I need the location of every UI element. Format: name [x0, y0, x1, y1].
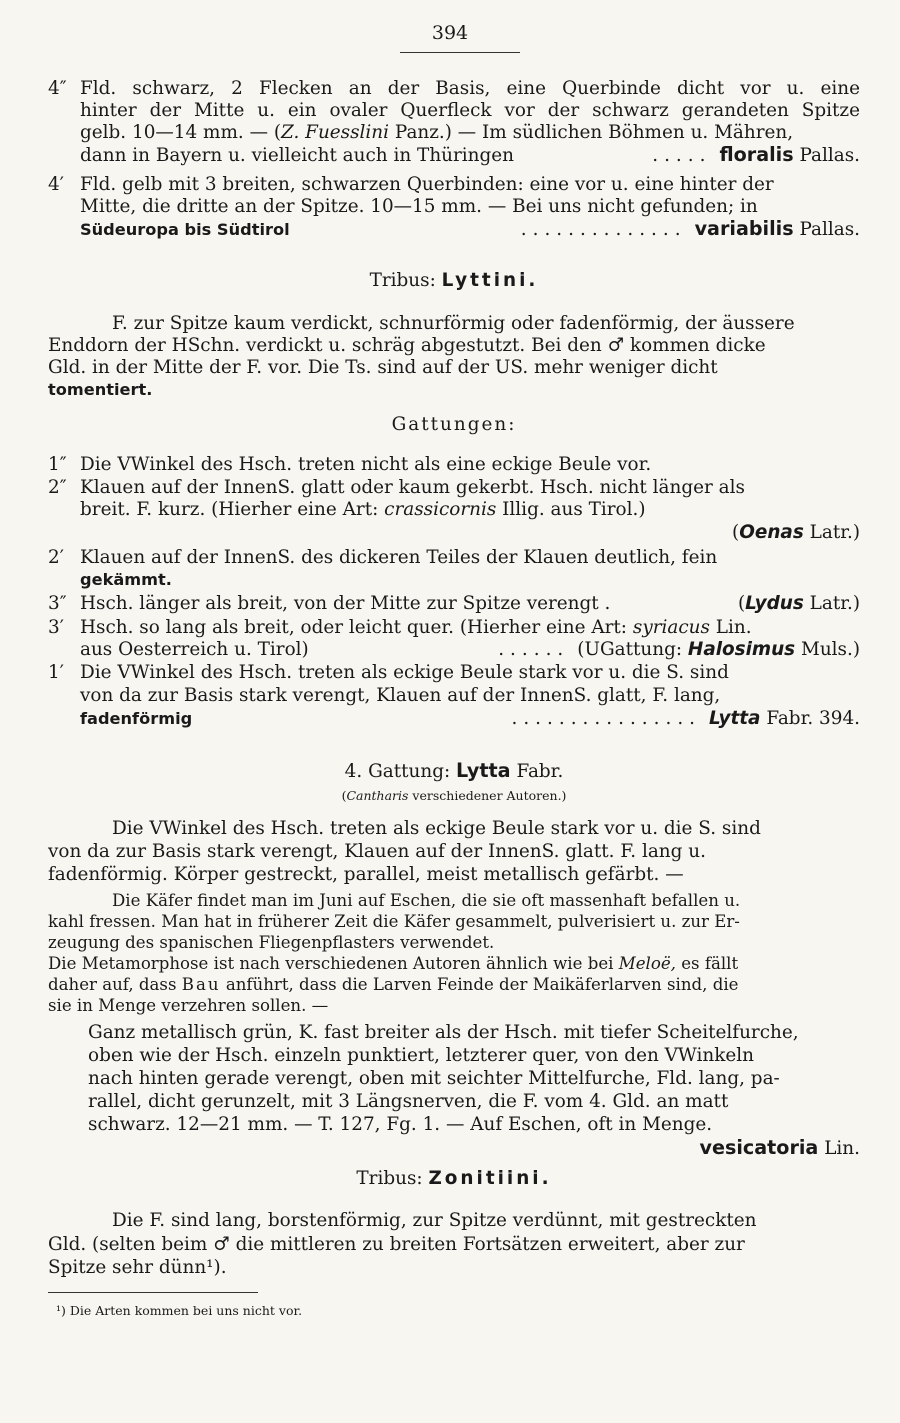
- species-name: variabilis: [694, 217, 794, 240]
- tribus-heading: Tribus: Lyttini.: [369, 270, 539, 291]
- key-line: fadenförmig ................ Lytta Fabr. 394.: [80, 708, 860, 729]
- tribus-heading: Tribus: Zonitiini.: [356, 1168, 552, 1189]
- note-line: sie in Menge verzehren sollen. —: [48, 996, 329, 1015]
- page-number: 394: [431, 22, 469, 44]
- genus-heading: 4. Gattung: Lytta Fabr.: [344, 759, 564, 782]
- paragraph-line: fadenförmig. Körper gestreckt, parallel, meist metallisch gefärbt. —: [48, 864, 684, 885]
- key-line: 3′ Hsch. so lang als breit, oder leicht quer. (Hierher eine Art: syriacus Lin.: [48, 617, 752, 638]
- genus-name: Oenas: [739, 522, 804, 543]
- species-description-line: Ganz metallisch grün, K. fast breiter als der Hsch. mit tiefer Scheitelfurche,: [88, 1022, 799, 1043]
- paragraph-line: Spitze sehr dünn¹).: [48, 1257, 227, 1278]
- paragraph-line: tomentiert.: [48, 380, 153, 399]
- note-line: Die Käfer findet man im Juni auf Eschen, die sie oft massenhaft befallen u.: [112, 891, 741, 910]
- footnote: ¹) Die Arten kommen bei uns nicht vor.: [56, 1303, 303, 1318]
- key-line: ( Oenas Latr.): [732, 522, 860, 543]
- key-line: 2′ Klauen auf der InnenS. des dickeren Teiles der Klauen deutlich, fein: [48, 547, 718, 568]
- genus-name: Lytta: [709, 708, 761, 729]
- species-description-line: oben wie der Hsch. einzeln punktiert, letzterer quer, von den VWinkeln: [88, 1045, 754, 1066]
- species-name: floralis: [719, 143, 794, 166]
- paragraph-line: Gld. in der Mitte der F. vor. Die Ts. sind auf der US. mehr weniger dicht: [48, 357, 718, 378]
- paragraph-line: Die VWinkel des Hsch. treten als eckige Beule stark vor u. die S. sind: [112, 818, 761, 839]
- male-symbol: ♂: [213, 1234, 230, 1255]
- footnote-rule: [48, 1292, 258, 1293]
- note-line: Die Metamorphose ist nach verschiedenen Autoren ähnlich wie bei Meloë, es fällt: [48, 954, 739, 973]
- key-line: Südeuropa bis Südtirol .............. variabilis Pallas.: [80, 217, 860, 240]
- genus-name: Halosimus: [687, 639, 796, 660]
- key-line: gekämmt.: [80, 570, 172, 589]
- key-line: dann in Bayern u. vielleicht auch in Thüringen ..... floralis Pallas.: [80, 143, 860, 166]
- key-line: gelb. 10—14 mm. — ( Z. Fuesslini Panz.) — Im südlichen Böhmen u. Mähren,: [80, 122, 794, 143]
- species-description-line: nach hinten gerade verengt, oben mit seichter Mittelfurche, Fld. lang, pa-: [88, 1068, 780, 1089]
- species-name: vesicatoria: [699, 1136, 819, 1159]
- genus-name: Lydus: [745, 593, 804, 614]
- key-line: Mitte, die dritte an der Spitze. 10—15 mm. — Bei uns nicht gefunden; in: [80, 196, 758, 217]
- key-line: 4″ Fld. schwarz, 2 Flecken an der Basis, eine Querbinde dicht vor u. eine: [48, 78, 860, 99]
- paragraph-line: F. zur Spitze kaum verdickt, schnurförmig oder fadenförmig, der äussere: [112, 313, 795, 334]
- page-number-rule: [400, 52, 520, 53]
- key-line: von da zur Basis stark verengt, Klauen auf der InnenS. glatt, F. lang,: [80, 685, 721, 706]
- key-line: hinter der Mitte u. ein ovaler Querfleck vor der schwarz gerandeten Spitze: [80, 100, 860, 121]
- note-line: zeugung des spanischen Fliegenpflasters verwendet.: [48, 933, 495, 952]
- note-line: daher auf, dass Bau anführt, dass die Larven Feinde der Maikäferlarven sind, die: [48, 975, 739, 994]
- genus-synonym: ( Cantharis verschiedener Autoren.): [341, 788, 567, 803]
- paragraph-line: von da zur Basis stark verengt, Klauen auf der InnenS. glatt. F. lang u.: [48, 841, 706, 862]
- paragraph-line: Die F. sind lang, borstenförmig, zur Spitze verdünnt, mit gestreckten: [112, 1210, 757, 1231]
- species-name-line: vesicatoria Lin.: [699, 1136, 860, 1159]
- key-line: 1′ Die VWinkel des Hsch. treten als eckige Beule stark vor u. die S. sind: [48, 662, 729, 683]
- key-line: aus Oesterreich u. Tirol) ...... (UGattung: Halosimus Muls.): [80, 639, 860, 660]
- species-description-line: schwarz. 12—21 mm. — T. 127, Fg. 1. — Auf Eschen, oft in Menge.: [88, 1114, 713, 1135]
- note-line: kahl fressen. Man hat in früherer Zeit die Käfer gesammelt, pulverisiert u. zur Er-: [48, 912, 740, 931]
- paragraph-line: Gld. (selten beim ♂ die mittleren zu breiten Fortsätzen erweitert, aber zur: [48, 1234, 745, 1255]
- key-line: 2″ Klauen auf der InnenS. glatt oder kaum gekerbt. Hsch. nicht länger als: [48, 477, 745, 498]
- paragraph-line: Enddorn der HSchn. verdickt u. schräg abgestutzt. Bei den ♂ kommen dicke: [48, 335, 766, 356]
- male-symbol: ♂: [607, 335, 625, 356]
- section-heading: Gattungen:: [391, 414, 517, 435]
- key-line: 1″ Die VWinkel des Hsch. treten nicht als eine eckige Beule vor.: [48, 454, 652, 475]
- key-line: breit. F. kurz. (Hierher eine Art: crassicornis Illig. aus Tirol.): [80, 499, 646, 520]
- species-description-line: rallel, dicht gerunzelt, mit 3 Längsnerven, die F. vom 4. Gld. an matt: [88, 1091, 729, 1112]
- key-line: 3″ Hsch. länger als breit, von der Mitte zur Spitze verengt . ( Lydus Latr.): [48, 593, 860, 614]
- key-line: 4′ Fld. gelb mit 3 breiten, schwarzen Querbinden: eine vor u. eine hinter der: [48, 174, 774, 195]
